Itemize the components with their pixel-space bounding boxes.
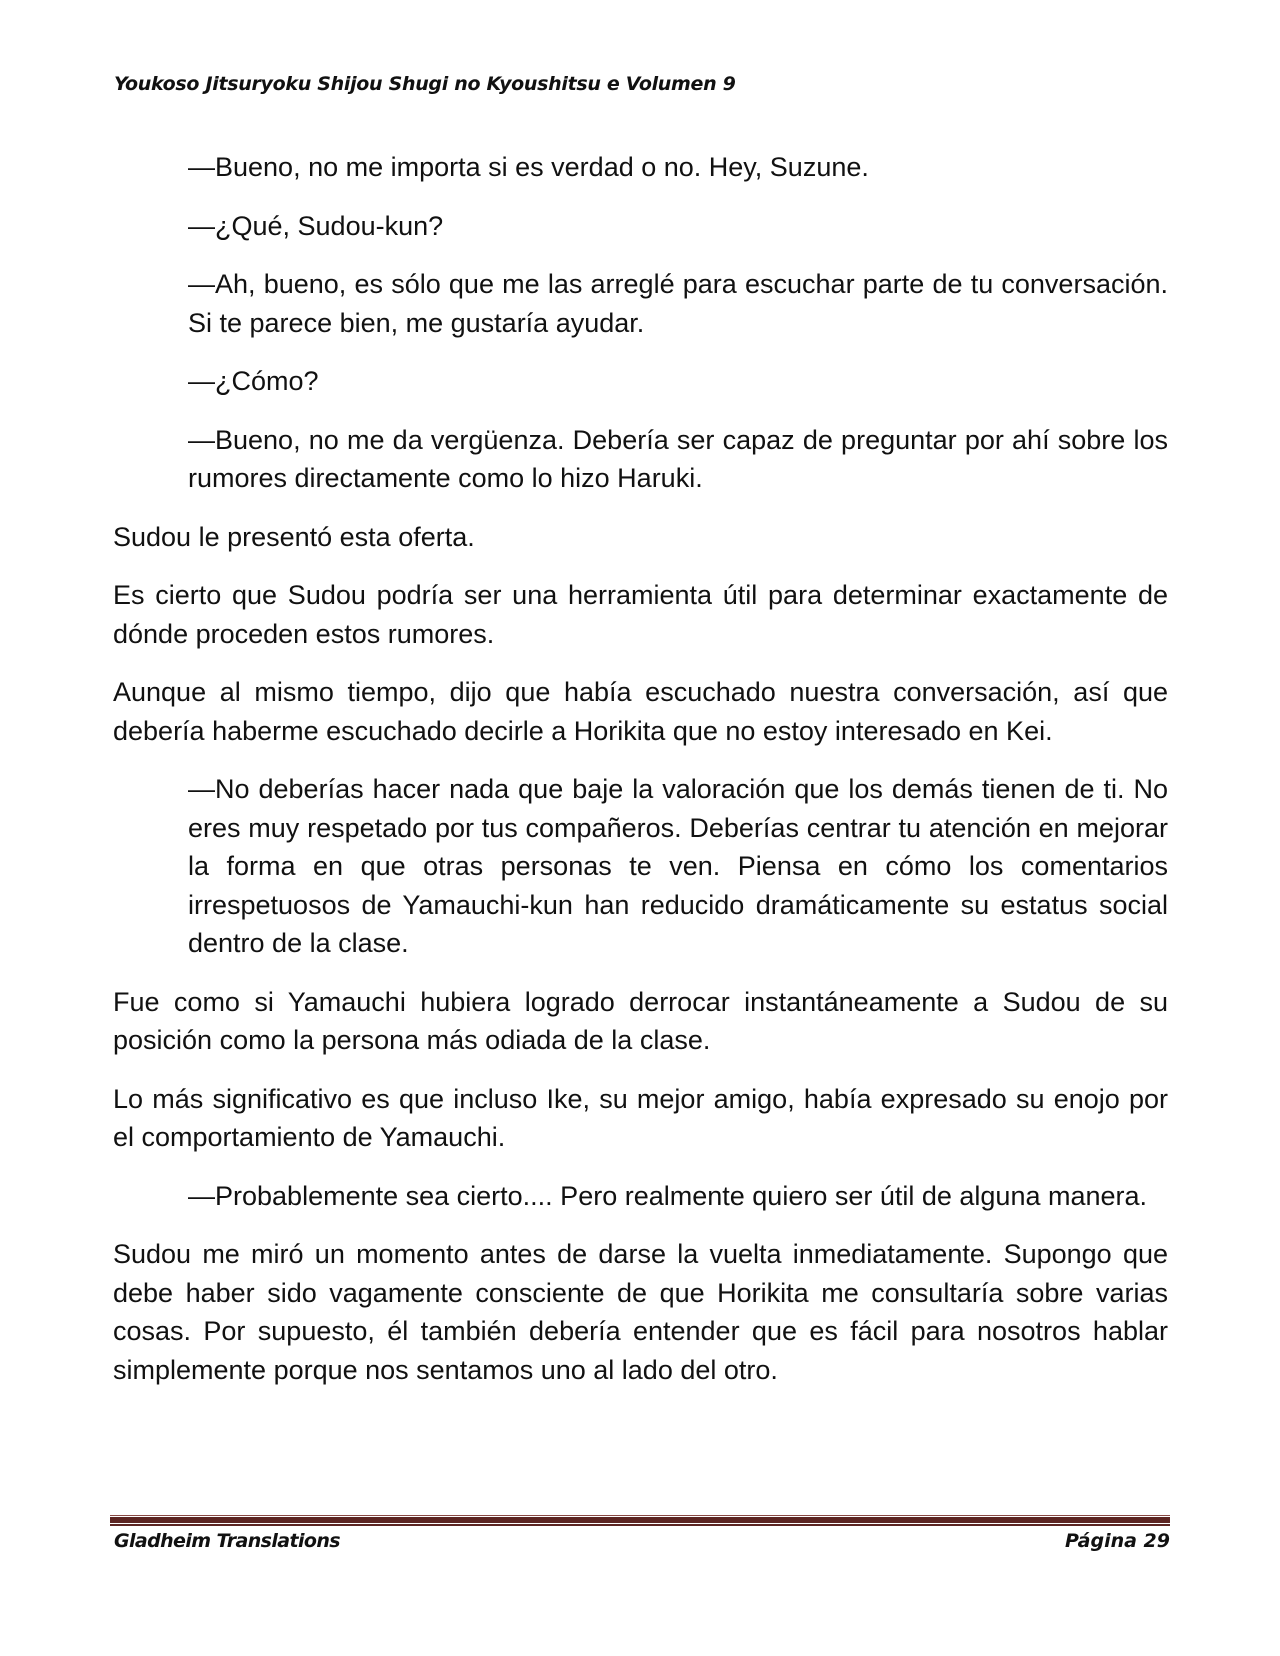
dialogue-paragraph: —¿Cómo? bbox=[188, 366, 319, 396]
footer-divider bbox=[110, 1515, 1170, 1526]
dialogue-paragraph: —Bueno, no me da vergüenza. Debería ser capaz de preguntar por ahí sobre los rumores directamente como lo hizo Haruki. bbox=[188, 424, 1168, 493]
narration-paragraph: Sudou me miró un momento antes de darse la vuelta inmediatamente. Supongo que debe haber sido vagamente consciente de que Horikita me consultaría sobre varias cosas. Por supuesto, él también debería entender que es fácil para nosotros hablar simplemente porque nos sentamos uno al lado del otro. bbox=[113, 1239, 1168, 1385]
dialogue-paragraph: —No deberías hacer nada que baje la valoración que los demás tienen de ti. No eres muy respetado por tus compañeros. Deberías centrar tu atención en mejorar la forma en que otras personas te ven. Piensa en cómo los comentarios irrespetuosos de Yamauchi-kun han reducido dramáticamente su estatus social dentro de la clase. bbox=[188, 774, 1168, 958]
footer-divider-thin-bottom bbox=[110, 1524, 1170, 1526]
narration-paragraph: Fue como si Yamauchi hubiera logrado derrocar instantáneamente a Sudou de su posición como la persona más odiada de la clase. bbox=[113, 986, 1168, 1055]
narration-paragraph: Es cierto que Sudou podría ser una herramienta útil para determinar exactamente de dónde proceden estos rumores. bbox=[113, 580, 1168, 649]
narration-paragraph: Lo más significativo es que incluso Ike, su mejor amigo, había expresado su enojo por el comportamiento de Yamauchi. bbox=[113, 1083, 1168, 1152]
footer-divider-thin-top bbox=[110, 1515, 1170, 1516]
dialogue-paragraph: —Probablemente sea cierto.... Pero realmente quiero ser útil de alguna manera. bbox=[188, 1180, 1148, 1211]
page-body bbox=[113, 148, 1168, 1409]
footer-page-number: Página 29 bbox=[1064, 1530, 1170, 1552]
narration-paragraph: Sudou le presentó esta oferta. bbox=[113, 521, 475, 552]
running-header-title: Youkoso Jitsuryoku Shijou Shugi no Kyoushitsu e Volumen 9 bbox=[114, 73, 736, 95]
narration-paragraph: Aunque al mismo tiempo, dijo que había escuchado nuestra conversación, así que debería haberme escuchado decirle a Horikita que no estoy interesado en Kei. bbox=[113, 677, 1168, 746]
dialogue-paragraph: —¿Qué, Sudou-kun? bbox=[188, 210, 444, 241]
dialogue-paragraph: —Ah, bueno, es sólo que me las arreglé para escuchar parte de tu conversación. Si te parece bien, me gustaría ayudar. bbox=[188, 269, 1168, 338]
footer-divider-thick bbox=[110, 1517, 1170, 1523]
dialogue-paragraph: —Bueno, no me importa si es verdad o no. Hey, Suzune. bbox=[188, 152, 869, 182]
footer-publisher: Gladheim Translations bbox=[114, 1530, 340, 1552]
